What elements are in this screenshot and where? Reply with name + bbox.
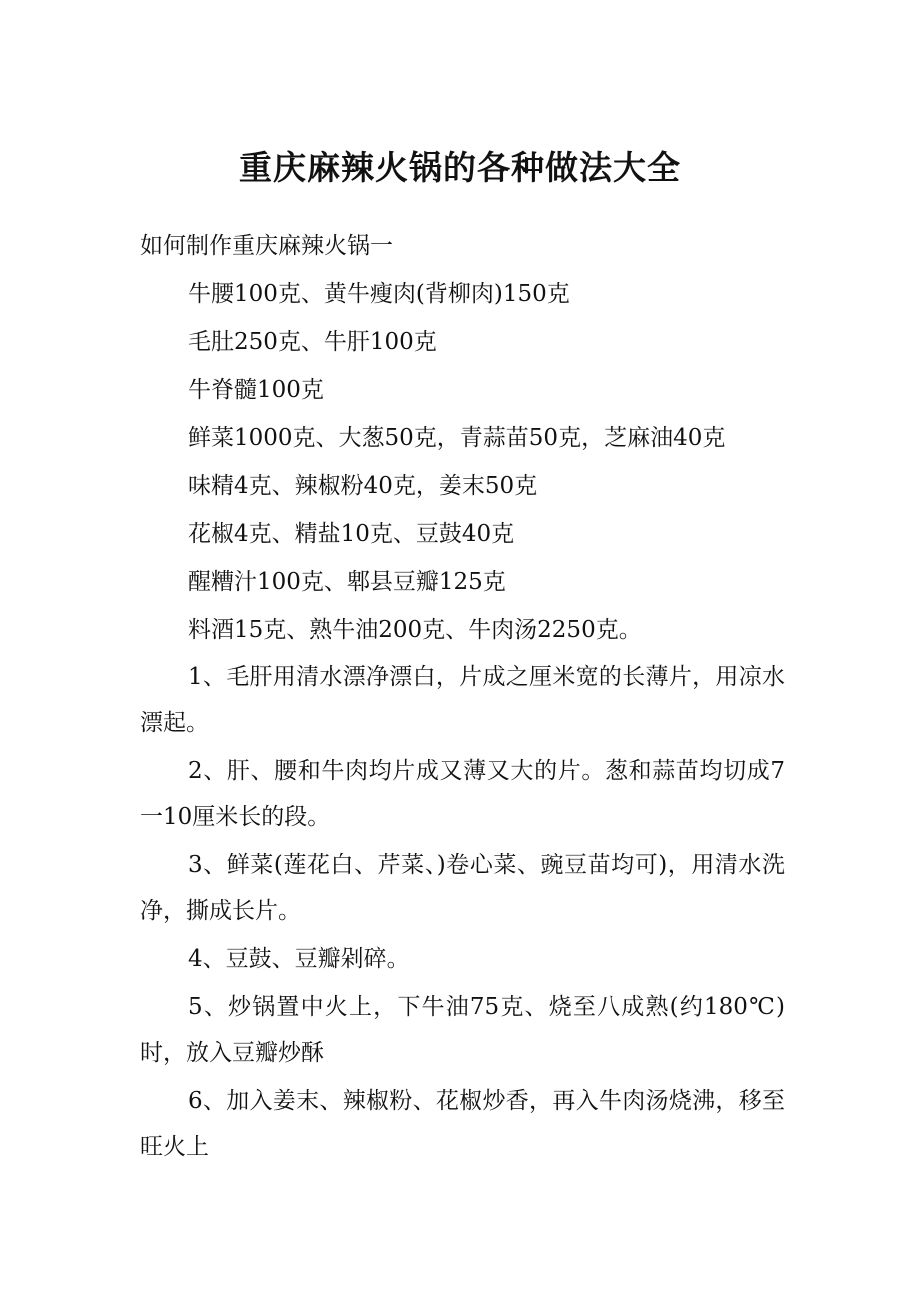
step-paragraph: 5、炒锅置中火上，下牛油75克、烧至八成熟(约180℃)时，放入豆瓣炒酥 <box>140 994 785 1066</box>
document-body <box>140 222 785 1172</box>
step-paragraph: 1、毛肝用清水漂净漂白，片成之厘米宽的长薄片，用凉水漂起。 <box>140 664 785 736</box>
ingredient-line: 牛腰100克、黄牛瘦肉(背柳肉)150克 <box>188 281 570 307</box>
step-paragraph: 3、鲜菜(莲花白、芹菜、)卷心菜、豌豆苗均可)，用清水洗净，撕成长片。 <box>140 852 785 924</box>
ingredient-line: 牛脊髓100克 <box>188 377 324 403</box>
ingredient-line: 毛肚250克、牛肝100克 <box>188 329 437 355</box>
ingredient-line: 醒糟汁100克、郫县豆瓣125克 <box>188 569 506 595</box>
ingredient-line: 料酒15克、熟牛油200克、牛肉汤2250克。 <box>188 617 642 643</box>
step-paragraph: 4、豆鼓、豆瓣剁碎。 <box>188 946 410 972</box>
ingredient-line: 味精4克、辣椒粉40克，姜末50克 <box>188 473 538 499</box>
step-paragraph: 6、加入姜末、辣椒粉、花椒炒香，再入牛肉汤烧沸，移至旺火上 <box>140 1088 785 1160</box>
step-paragraph: 2、肝、腰和牛肉均片成又薄又大的片。葱和蒜苗均切成7一10厘米长的段。 <box>140 758 785 830</box>
section-heading: 如何制作重庆麻辣火锅一 <box>140 233 393 259</box>
ingredient-line: 鲜菜1000克、大葱50克，青蒜苗50克，芝麻油40克 <box>188 425 726 451</box>
document-title: 重庆麻辣火锅的各种做法大全 <box>239 148 681 187</box>
ingredient-line: 花椒4克、精盐10克、豆鼓40克 <box>188 521 515 547</box>
